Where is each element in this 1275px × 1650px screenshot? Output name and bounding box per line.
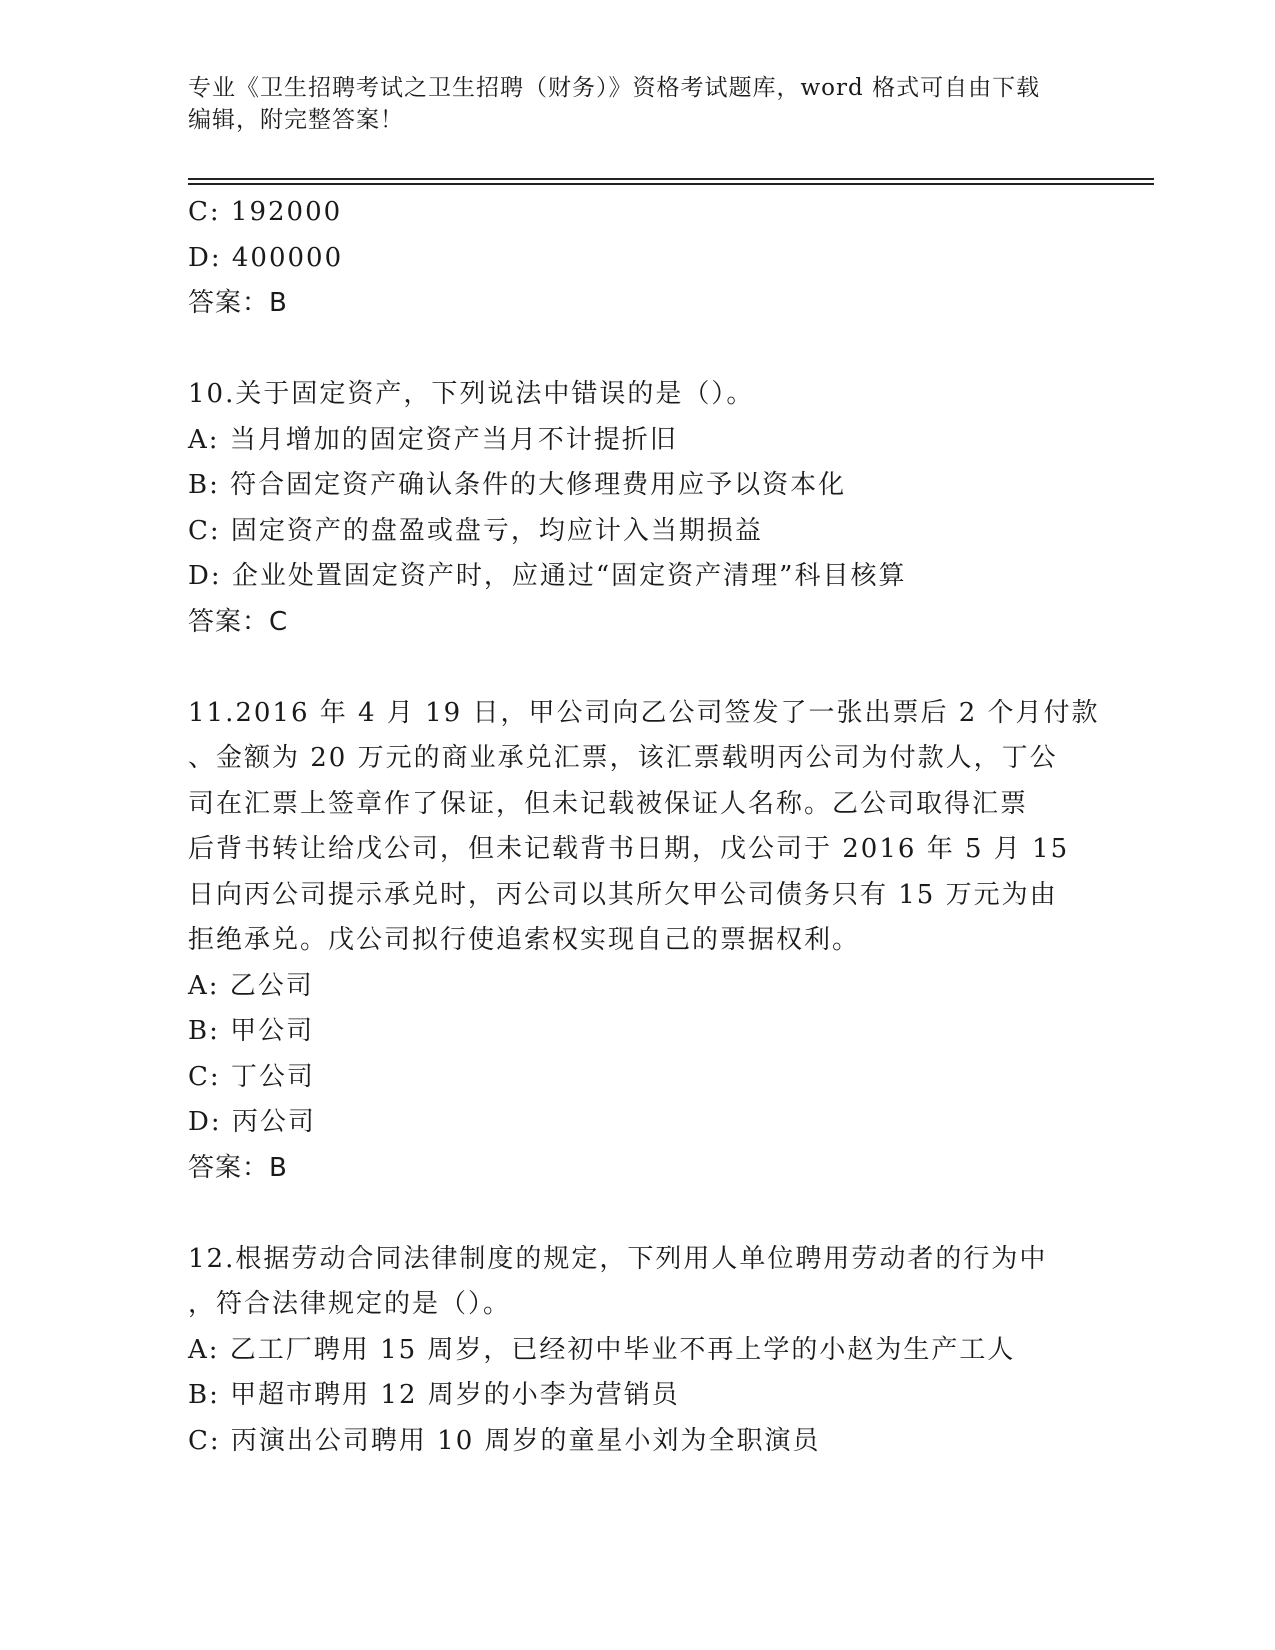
q11-stem bbox=[188, 691, 1100, 964]
q11-stem-line: 11.2016 年 4 月 19 日，甲公司向乙公司签发了一张出票后 2 个月付款 bbox=[188, 697, 1100, 728]
q10-option-b: B: 符合固定资产确认条件的大修理费用应予以资本化 bbox=[188, 470, 847, 500]
header-line-2: 编辑，附完整答案！ bbox=[188, 107, 404, 133]
q9-option-d: D: 400000 bbox=[188, 242, 344, 273]
header-divider-top bbox=[188, 178, 1154, 180]
q12-stem-line: ，符合法律规定的是（）。 bbox=[188, 1289, 512, 1319]
q12-option-c: C: 丙演出公司聘用 10 周岁的童星小刘为全职演员 bbox=[188, 1425, 821, 1456]
q12-option-a: A: 乙工厂聘用 15 周岁，已经初中毕业不再上学的小赵为生产工人 bbox=[188, 1334, 1016, 1365]
q11-option-b: B: 甲公司 bbox=[188, 1016, 315, 1046]
q10-answer: 答案：C bbox=[188, 606, 289, 637]
q11-option-a: A: 乙公司 bbox=[188, 970, 314, 1001]
q12-stem-line: 12.根据劳动合同法律制度的规定，下列用人单位聘用劳动者的行为中 bbox=[188, 1243, 1048, 1274]
q11-answer: 答案：B bbox=[188, 1152, 288, 1183]
q11-stem-line: 拒绝承兑。戊公司拟行使追索权实现自己的票据权利。 bbox=[188, 925, 861, 955]
q11-stem-line: 、金额为 20 万元的商业承兑汇票，该汇票载明丙公司为付款人，丁公 bbox=[188, 743, 1058, 773]
q9-answer: 答案：B bbox=[188, 288, 288, 318]
spacer bbox=[188, 327, 1088, 373]
q11-stem-line: 司在汇票上签章作了保证，但未记载被保证人名称。乙公司取得汇票 bbox=[188, 788, 1029, 819]
q10-option-a: A: 当月增加的固定资产当月不计提折旧 bbox=[188, 424, 678, 455]
q9-option-c: C: 192000 bbox=[188, 197, 343, 227]
header-divider-bottom bbox=[188, 183, 1154, 185]
spacer bbox=[188, 1191, 1088, 1237]
q11-option-c: C: 丁公司 bbox=[188, 1061, 315, 1092]
q10-stem: 10.关于固定资产，下列说法中错误的是（）。 bbox=[188, 379, 755, 409]
q11-option-d: D: 丙公司 bbox=[188, 1107, 316, 1137]
q10-option-d: D: 企业处置固定资产时，应通过“固定资产清理”科目核算 bbox=[188, 561, 907, 591]
header-line-1: 专业《卫生招聘考试之卫生招聘（财务）》资格考试题库，word 格式可自由下载 bbox=[188, 75, 1041, 101]
q12-option-b: B: 甲超市聘用 12 周岁的小李为营销员 bbox=[188, 1380, 680, 1410]
q11-stem-line: 后背书转让给戊公司，但未记载背书日期，戊公司于 2016 年 5 月 15 bbox=[188, 834, 1070, 864]
q10-option-c: C: 固定资产的盘盈或盘亏，均应计入当期损益 bbox=[188, 515, 763, 546]
q12-stem bbox=[188, 1237, 1068, 1328]
spacer bbox=[188, 645, 1088, 691]
question-content bbox=[188, 190, 1100, 1464]
document-header bbox=[188, 72, 1068, 136]
q11-stem-line: 日向丙公司提示承兑时，丙公司以其所欠甲公司债务只有 15 万元为由 bbox=[188, 879, 1058, 910]
